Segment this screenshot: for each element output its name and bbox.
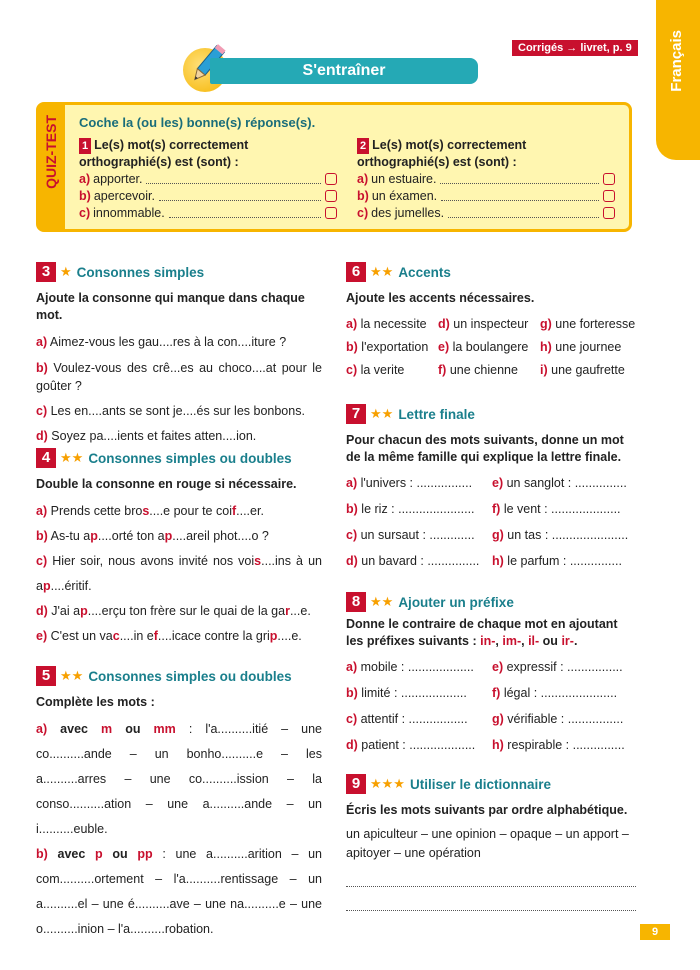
exercise-item: h) une journee bbox=[540, 340, 622, 354]
exercise-3 bbox=[36, 262, 322, 449]
exercise-item: b) avec p ou pp : une a..........arition – un com..........ortement – l'a..........rentissage – un a..........el – une é..........ave – une na..........e – une o..........inion – l'a..........robation. bbox=[36, 847, 323, 936]
checkbox[interactable] bbox=[603, 173, 615, 185]
checkbox[interactable] bbox=[325, 173, 337, 185]
exercise-item: a) la necessite bbox=[346, 317, 427, 331]
exercise-item: d) patient : ................... bbox=[346, 738, 476, 752]
exercise-item: b) As-tu ap....orté ton ap....areil phot....o ? bbox=[36, 529, 269, 543]
quiz-option: b) apercevoir. bbox=[79, 187, 337, 204]
exercise-item: a) avec m ou mm : l'a..........itié – une co..........ande – un bonho..........e – les a..........arres – une co..........ission – la conso..........ation – une a..........ande – un i..........euble. bbox=[36, 722, 323, 836]
exercise-item: b) l'exportation bbox=[346, 340, 429, 354]
exercise-5 bbox=[36, 666, 322, 942]
exercise-item: a) mobile : ................... bbox=[346, 660, 474, 674]
exercise-item: e) C'est un vac....in ef....icace contre la grip....e. bbox=[36, 629, 302, 643]
exercise-item: g) une forteresse bbox=[540, 317, 636, 331]
exercise-item: c) un sursaut : ............. bbox=[346, 528, 475, 542]
exercise-item: a) Aimez-vous les gau....res à la con....iture ? bbox=[36, 335, 287, 349]
exercise-instruction: Ajoute les accents nécessaires. bbox=[346, 291, 535, 305]
exercise-6 bbox=[346, 262, 636, 377]
exercise-item: c) attentif : ................. bbox=[346, 712, 468, 726]
exercise-instruction: Ajoute la consonne qui manque dans chaque mot. bbox=[36, 291, 305, 322]
exercise-item: c) la verite bbox=[346, 363, 405, 377]
exercise-number: 8 bbox=[346, 592, 366, 612]
exercise-item: h) le parfum : ............... bbox=[492, 554, 622, 568]
exercise-item: b) Voulez-vous des crê...es au choco....at pour le goûter ? bbox=[36, 361, 322, 393]
quiz-question-2: 2 Le(s) mot(s) correctement orthographié(s) est (sont) : a) un estuaire. b) un éxamen. c) des jumelles. bbox=[357, 137, 615, 221]
exercise-item: c) Les en....ants se sont je....és sur les bonbons. bbox=[36, 404, 305, 418]
exercise-item: i) une gaufrette bbox=[540, 363, 625, 377]
exercise-4 bbox=[36, 448, 322, 649]
exercise-instruction: Écris les mots suivants par ordre alphabétique. bbox=[346, 803, 628, 817]
quiz-option: b) un éxamen. bbox=[357, 187, 615, 204]
answer-line[interactable] bbox=[346, 891, 636, 911]
exercise-item: d) Soyez pa....ients et faites atten....ion. bbox=[36, 429, 257, 443]
exercise-item: b) limité : ................... bbox=[346, 686, 467, 700]
exercise-item: a) l'univers : ................ bbox=[346, 476, 473, 490]
question-number: 1 bbox=[79, 138, 91, 154]
quiz-question-1: 1 Le(s) mot(s) correctement orthographié(s) est (sont) : a) apporter. b) apercevoir. c) innommable. bbox=[79, 137, 337, 221]
answer-line[interactable] bbox=[346, 867, 636, 887]
exercise-number: 4 bbox=[36, 448, 56, 468]
exercise-title: Utiliser le dictionnaire bbox=[409, 776, 552, 792]
exercise-item: g) un tas : ...................... bbox=[492, 528, 629, 542]
exercise-title: Consonnes simples ou doubles bbox=[88, 450, 292, 466]
quiz-option: a) un estuaire. bbox=[357, 170, 615, 187]
exercise-9 bbox=[346, 774, 636, 911]
difficulty-stars: ★★ bbox=[370, 406, 394, 421]
exercise-item: f) légal : ...................... bbox=[492, 686, 618, 700]
quiz-test-box bbox=[36, 102, 632, 232]
exercise-item: f) une chienne bbox=[438, 363, 518, 377]
difficulty-stars: ★★★ bbox=[370, 776, 405, 791]
exercise-item: d) un bavard : ............... bbox=[346, 554, 480, 568]
section-title: S'entraîner bbox=[210, 58, 478, 84]
checkbox[interactable] bbox=[325, 207, 337, 219]
answers-reference: Corrigés → livret, p. 9 bbox=[512, 40, 638, 56]
exercise-title: Accents bbox=[398, 264, 451, 280]
word-list: un apiculteur – une opinion – opaque – un apport – apitoyer – une opération bbox=[346, 827, 629, 860]
exercise-item: e) expressif : ................ bbox=[492, 660, 623, 674]
quiz-instruction: Coche la (ou les) bonne(s) réponse(s). bbox=[79, 115, 316, 130]
exercise-item: g) vérifiable : ................ bbox=[492, 712, 624, 726]
exercise-7 bbox=[346, 404, 636, 568]
exercise-instruction: Pour chacun des mots suivants, donne un mot de la même famille qui explique la lettre finale. bbox=[346, 433, 624, 464]
quiz-label: QUIZ-TEST bbox=[39, 105, 65, 229]
exercise-item: e) un sanglot : ............... bbox=[492, 476, 627, 490]
exercise-8 bbox=[346, 592, 636, 752]
difficulty-stars: ★★ bbox=[370, 264, 394, 279]
exercise-item: d) J'ai ap....erçu ton frère sur le quai de la gar...e. bbox=[36, 604, 311, 618]
difficulty-stars: ★★ bbox=[60, 668, 84, 683]
exercise-item: c) Hier soir, nous avons invité nos vois....ins à un ap....éritif. bbox=[36, 554, 322, 593]
exercise-title: Consonnes simples bbox=[76, 264, 205, 280]
exercise-item: h) respirable : ............... bbox=[492, 738, 625, 752]
exercise-instruction: Complète les mots : bbox=[36, 695, 155, 709]
checkbox[interactable] bbox=[603, 207, 615, 219]
exercise-item: e) la boulangere bbox=[438, 340, 529, 354]
exercise-number: 3 bbox=[36, 262, 56, 282]
subject-tab bbox=[656, 0, 700, 160]
exercise-number: 7 bbox=[346, 404, 366, 424]
page-number: 9 bbox=[640, 924, 670, 940]
exercise-item: d) un inspecteur bbox=[438, 317, 529, 331]
question-number: 2 bbox=[357, 138, 369, 154]
exercise-item: f) le vent : .................... bbox=[492, 502, 621, 516]
exercise-instruction: Donne le contraire de chaque mot en ajoutant les préfixes suivants : in-, im-, il- ou ir-. bbox=[346, 617, 618, 648]
exercise-item: b) le riz : ...................... bbox=[346, 502, 475, 516]
checkbox[interactable] bbox=[325, 190, 337, 202]
difficulty-stars: ★ bbox=[60, 264, 72, 279]
quiz-option: c) innommable. bbox=[79, 204, 337, 221]
exercise-item: a) Prends cette bros....e pour te coif....er. bbox=[36, 504, 264, 518]
difficulty-stars: ★★ bbox=[370, 594, 394, 609]
exercise-number: 5 bbox=[36, 666, 56, 686]
exercise-title: Ajouter un préfixe bbox=[398, 594, 514, 610]
subject-label: Français bbox=[668, 30, 685, 92]
checkbox[interactable] bbox=[603, 190, 615, 202]
exercise-title: Lettre finale bbox=[398, 406, 475, 422]
exercise-instruction: Double la consonne en rouge si nécessaire. bbox=[36, 477, 297, 491]
quiz-option: c) des jumelles. bbox=[357, 204, 615, 221]
difficulty-stars: ★★ bbox=[60, 450, 84, 465]
quiz-option: a) apporter. bbox=[79, 170, 337, 187]
exercise-number: 9 bbox=[346, 774, 366, 794]
exercise-number: 6 bbox=[346, 262, 366, 282]
exercise-title: Consonnes simples ou doubles bbox=[88, 668, 292, 684]
